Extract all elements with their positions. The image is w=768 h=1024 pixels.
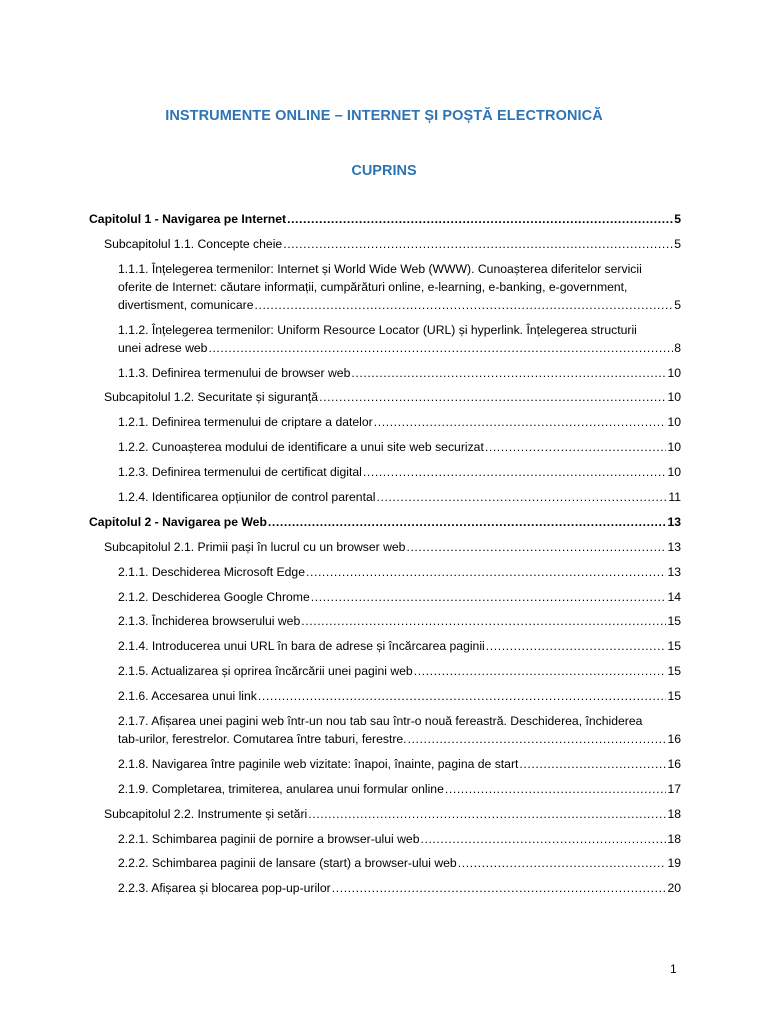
dot-leader [408, 730, 667, 748]
toc-entry-title: 2.1.2. Deschiderea Google Chrome [118, 589, 310, 604]
toc-entry[interactable] [118, 588, 681, 606]
page-number: 1 [670, 962, 677, 976]
toc-entry[interactable] [104, 538, 681, 556]
toc-entry-line: 2.1.7. Afișarea unei pagini web într-un nou tab sau într-o nouă fereastră. Deschiderea, închiderea [118, 714, 643, 729]
toc-page-number: 10 [667, 465, 681, 480]
dot-leader [485, 438, 667, 456]
toc-page-number: 15 [667, 689, 681, 704]
toc-entry[interactable] [104, 388, 681, 406]
toc-entry-title: Subcapitolul 2.2. Instrumente și setări [104, 806, 308, 821]
toc-entry-line: 1.1.1. Înțelegerea termenilor: Internet și World Wide Web (WWW). Cunoașterea diferitelor servicii [118, 261, 642, 276]
toc-entry-title: Capitolul 1 - Navigarea pe Internet [89, 212, 287, 226]
toc-entry-title: 1.2.3. Definirea termenului de certificat digital [118, 465, 362, 480]
dot-leader [258, 687, 667, 705]
toc-entry[interactable] [118, 712, 681, 748]
toc-page-number: 11 [668, 490, 681, 505]
toc-entry[interactable] [118, 662, 681, 680]
toc-page-number: 5 [674, 297, 681, 312]
toc-entry[interactable] [118, 563, 681, 581]
toc-entry[interactable] [118, 637, 681, 655]
dot-leader [301, 612, 666, 630]
toc-page-number: 16 [667, 732, 681, 747]
toc-entry[interactable] [89, 210, 681, 228]
toc-page-number: 15 [667, 614, 681, 629]
toc-entry[interactable] [104, 235, 681, 253]
toc-entry-title: Subcapitolul 1.2. Securitate și siguranță [104, 390, 319, 405]
toc-entry[interactable] [118, 260, 681, 314]
toc-entry-title: 1.2.1. Definirea termenului de criptare a datelor [118, 415, 373, 430]
dot-leader [351, 364, 666, 382]
toc-entry-line: 1.1.2. Înțelegerea termenilor: Uniform Resource Locator (URL) și hyperlink. Înțelegerea structurii [118, 322, 637, 337]
toc-page-number: 13 [667, 564, 681, 579]
dot-leader [208, 339, 673, 357]
dot-leader [319, 388, 666, 406]
toc-entry[interactable] [118, 854, 681, 872]
dot-leader [268, 513, 667, 531]
toc-entry-line: oferite de Internet: căutare informații, cumpărături online, e-learning, e-banking, e-government, [118, 279, 628, 294]
toc-entry[interactable] [118, 321, 681, 357]
toc-entry[interactable] [118, 755, 681, 773]
toc-entry[interactable] [118, 364, 681, 382]
toc-entry-title: tab-urilor, ferestrelor. Comutarea între taburi, ferestre. [118, 732, 407, 747]
toc-entry[interactable] [89, 513, 681, 531]
dot-leader [406, 538, 666, 556]
toc-entry[interactable] [118, 830, 681, 848]
toc-entry-title: Subcapitolul 1.1. Concepte cheie [104, 236, 283, 251]
toc-entry-title: 2.2.3. Afișarea și blocarea pop-up-urilor [118, 881, 331, 896]
toc-page-number: 10 [667, 365, 681, 380]
dot-leader [445, 780, 667, 798]
toc-entry[interactable] [118, 413, 681, 431]
toc-entry-title: 1.2.4. Identificarea opțiunilor de control parental [118, 490, 376, 505]
toc-entry-title: 1.2.2. Cunoașterea modului de identificare a unui site web securizat [118, 440, 484, 455]
toc-page-number: 16 [667, 756, 681, 771]
toc-page-number: 18 [667, 806, 681, 821]
toc-entry[interactable] [118, 879, 681, 897]
toc-page-number: 8 [674, 340, 681, 355]
toc-page-number: 13 [667, 514, 681, 529]
table-of-contents [0, 210, 768, 904]
toc-entry[interactable] [118, 780, 681, 798]
toc-page-number: 15 [667, 639, 681, 654]
toc-entry[interactable] [118, 438, 681, 456]
toc-page-number: 15 [667, 664, 681, 679]
dot-leader [420, 830, 666, 848]
toc-page-number: 10 [667, 440, 681, 455]
toc-page-number: 14 [667, 589, 681, 604]
dot-leader [283, 235, 673, 253]
toc-page-number: 13 [667, 539, 681, 554]
dot-leader [486, 637, 667, 655]
toc-entry-title: 2.1.1. Deschiderea Microsoft Edge [118, 564, 305, 579]
toc-page-number: 10 [667, 415, 681, 430]
toc-entry[interactable] [104, 805, 681, 823]
dot-leader [287, 210, 673, 228]
toc-page-number: 10 [667, 390, 681, 405]
dot-leader [308, 805, 666, 823]
dot-leader [306, 563, 666, 581]
dot-leader [332, 879, 667, 897]
toc-entry-title: 2.1.3. Închiderea browserului web [118, 614, 301, 629]
dot-leader [311, 588, 667, 606]
toc-entry-title: divertisment, comunicare [118, 297, 254, 312]
dot-leader [376, 488, 667, 506]
toc-page-number: 19 [667, 856, 681, 871]
toc-page-number: 18 [667, 831, 681, 846]
dot-leader [374, 413, 667, 431]
toc-entry[interactable] [118, 687, 681, 705]
toc-entry-title: 2.1.9. Completarea, trimiterea, anularea unui formular online [118, 781, 444, 796]
toc-entry[interactable] [118, 612, 681, 630]
toc-entry-title: Capitolul 2 - Navigarea pe Web [89, 514, 267, 529]
toc-entry-title: 2.2.2. Schimbarea paginii de lansare (start) a browser-ului web [118, 856, 457, 871]
toc-entry-title: unei adrese web [118, 340, 208, 355]
toc-page-number: 20 [667, 881, 681, 896]
dot-leader [458, 854, 667, 872]
document-title: INSTRUMENTE ONLINE – INTERNET ȘI POȘTĂ ELECTRONICĂ [165, 108, 603, 124]
toc-entry-title: 2.1.5. Actualizarea și oprirea încărcării unei pagini web [118, 664, 413, 679]
toc-entry-title: 2.2.1. Schimbarea paginii de pornire a browser-ului web [118, 831, 420, 846]
toc-entry-title: 2.1.8. Navigarea între paginile web vizitate: înapoi, înainte, pagina de start [118, 756, 519, 771]
toc-page-number: 5 [674, 236, 681, 251]
toc-page-number: 5 [674, 212, 681, 226]
toc-entry[interactable] [118, 488, 681, 506]
dot-leader [363, 463, 667, 481]
dot-leader [414, 662, 667, 680]
toc-entry[interactable] [118, 463, 681, 481]
toc-heading: CUPRINS [351, 163, 417, 179]
toc-entry-title: 2.1.6. Accesarea unui link [118, 689, 257, 704]
toc-page-number: 17 [667, 781, 681, 796]
toc-entry-title: 2.1.4. Introducerea unui URL în bara de adrese și încărcarea paginii [118, 639, 485, 654]
dot-leader [519, 755, 666, 773]
toc-entry-title: 1.1.3. Definirea termenului de browser web [118, 365, 351, 380]
dot-leader [254, 296, 673, 314]
toc-entry-title: Subcapitolul 2.1. Primii pași în lucrul cu un browser web [104, 539, 406, 554]
